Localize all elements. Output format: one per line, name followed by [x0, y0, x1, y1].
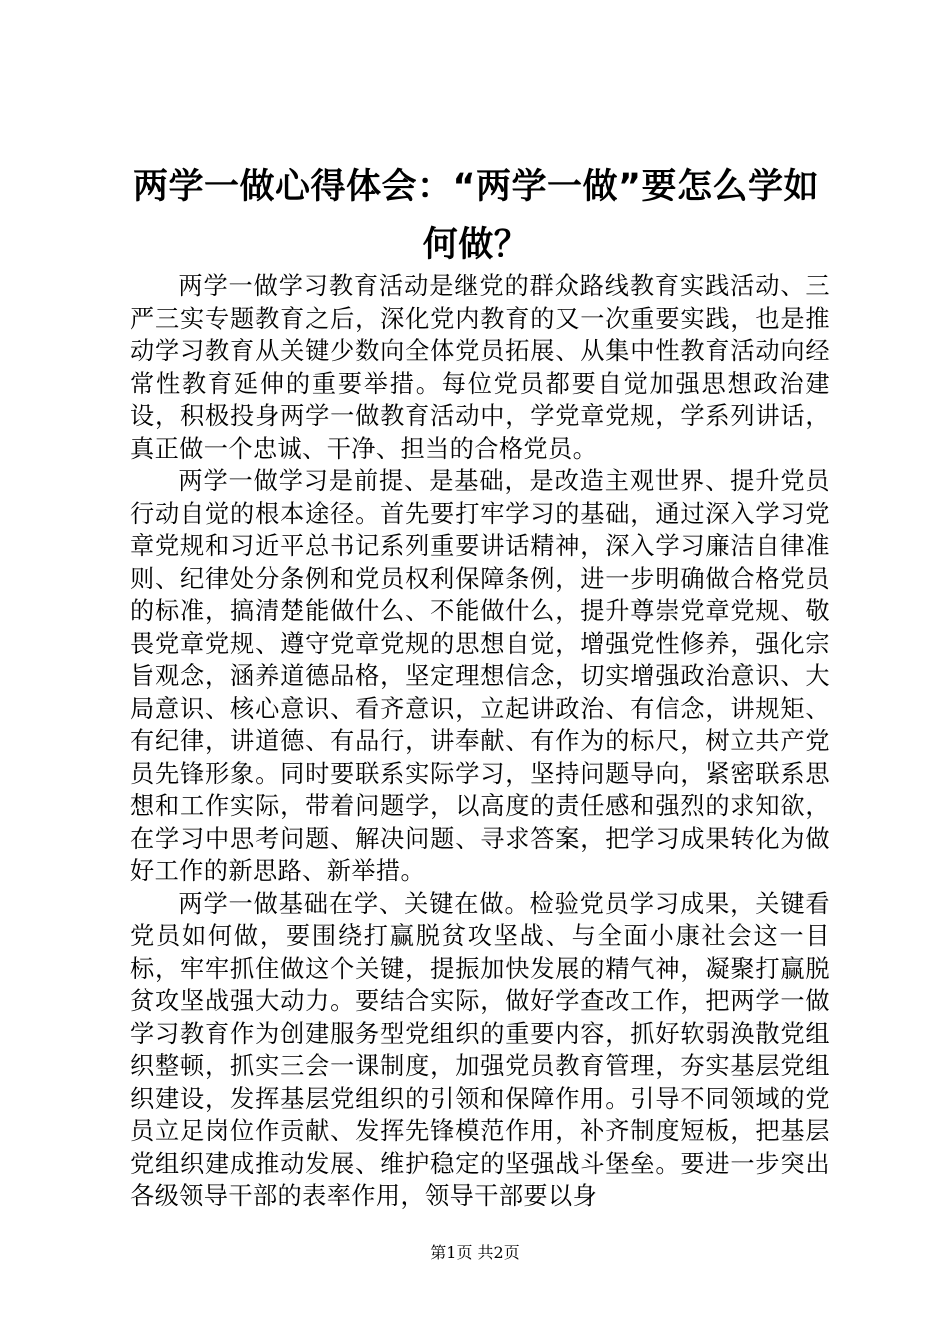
page-number-footer: 第1页 共2页 — [430, 1243, 520, 1262]
paragraph-1: 两学一做学习教育活动是继党的群众路线教育实践活动、三严三实专题教育之后，深化党内教育的又一次重要实践，也是推动学习教育从关键少数向全体党员拓展、从集中性教育活动向经常性教育延伸的重要举措。每位党员都要自觉加强思想政治建设，积极投身两学一做教育活动中，学党章党规，学系列讲话，真正做一个忠诚、干净、担当的合格党员。 — [130, 272, 830, 463]
paragraph-2: 两学一做学习是前提、是基础，是改造主观世界、提升党员行动自觉的根本途径。首先要打牢学习的基础，通过深入学习党章党规和习近平总书记系列重要讲话精神，深入学习廉洁自律准则、纪律处分条例和党员权利保障条例，进一步明确做合格党员的标准，搞清楚能做什么、不能做什么，提升尊崇党章党规、敬畏党章党规、遵守党章党规的思想自觉，增强党性修养，强化宗旨观念，涵养道德品格，坚定理想信念，切实增强政治意识、大局意识、核心意识、看齐意识，立起讲政治、有信念，讲规矩、有纪律，讲道德、有品行，讲奉献、有作为的标尺，树立共产党员先锋形象。同时要联系实际学习，坚持问题导向，紧密联系思想和工作实际，带着问题学，以高度的责任感和强烈的求知欲，在学习中思考问题、解决问题、寻求答案，把学习成果转化为做好工作的新思路、新举措。 — [130, 467, 830, 885]
paragraph-3: 两学一做基础在学、关键在做。检验党员学习成果，关键看党员如何做，要围绕打赢脱贫攻坚战、与全面小康社会这一目标，牢牢抓住做这个关键，提振加快发展的精气神，凝聚打赢脱贫攻坚战强大动力。要结合实际，做好学查改工作，把两学一做学习教育作为创建服务型党组织的重要内容，抓好软弱涣散党组织整顿，抓实三会一课制度，加强党员教育管理，夯实基层党组织建设，发挥基层党组织的引领和保障作用。引导不同领域的党员立足岗位作贡献、发挥先锋模范作用，补齐制度短板，把基层党组织建成推动发展、维护稳定的坚强战斗堡垒。要进一步突出各级领导干部的表率作用，领导干部要以身 — [130, 889, 830, 1210]
document-title: 两学一做心得体会：“两学一做”要怎么学如何做？ — [132, 167, 819, 265]
document-body — [130, 270, 830, 1213]
